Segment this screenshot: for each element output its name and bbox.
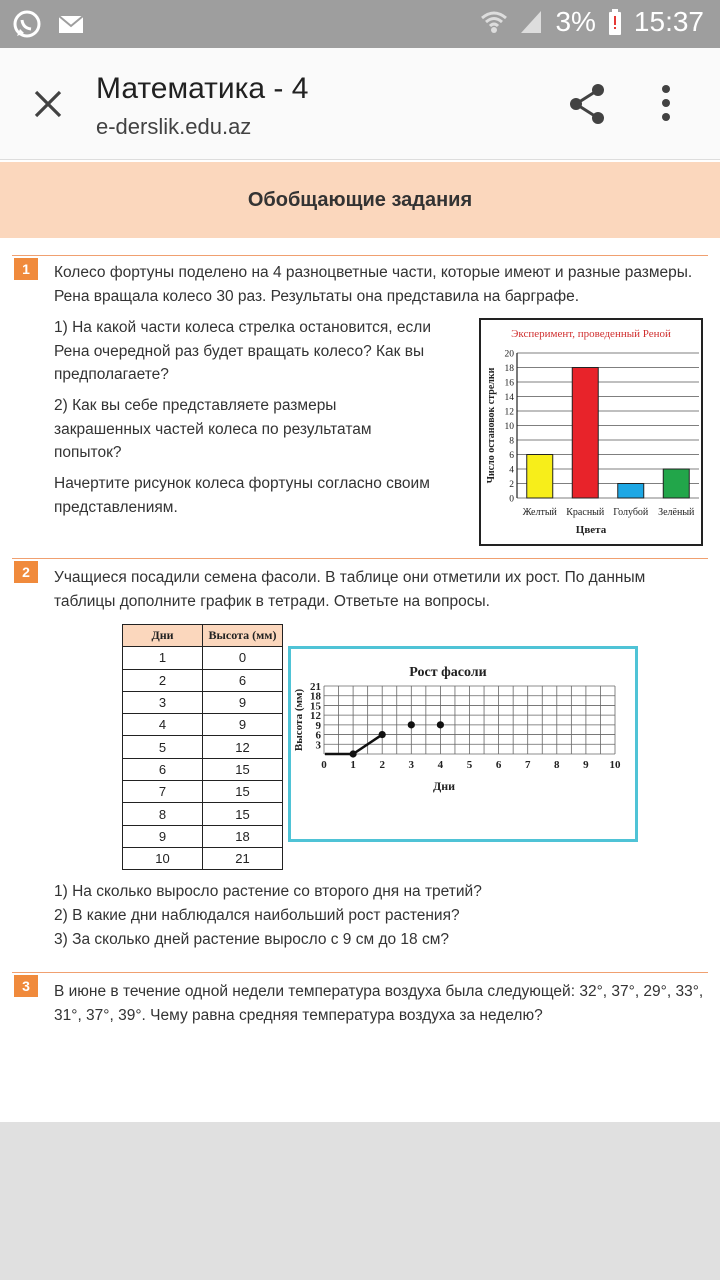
y-tick-label: 21 <box>310 681 321 693</box>
table-cell-day: 3 <box>123 691 203 713</box>
y-tick-label: 15 <box>310 700 321 713</box>
data-point <box>437 721 444 728</box>
x-tick-label: 4 <box>437 759 444 771</box>
y-tick-label: 10 <box>504 422 514 432</box>
table-row <box>123 691 283 713</box>
task2-question3: 3) За сколько дней растение выросло с 9 см до 18 см? <box>54 931 449 948</box>
table-row <box>123 647 283 669</box>
y-tick-label: 8 <box>509 436 514 447</box>
table-row <box>123 803 283 825</box>
table-header-days: Дни <box>123 625 203 647</box>
data-point <box>379 731 386 738</box>
y-tick-label: 16 <box>504 378 514 389</box>
signal-icon <box>519 9 543 35</box>
close-button[interactable] <box>22 78 74 130</box>
table-cell-day: 2 <box>123 669 203 691</box>
battery-icon <box>608 9 622 35</box>
x-tick-label: Желтый <box>522 507 557 518</box>
table-cell-height: 0 <box>203 647 283 669</box>
x-axis-label: Дни <box>432 779 456 793</box>
y-tick-label: 20 <box>504 349 514 360</box>
wifi-icon <box>481 9 507 35</box>
bar-chart <box>479 318 703 546</box>
x-tick-label: 2 <box>379 759 385 771</box>
task1-question2: 2) Как вы себе представляете размеры закрашенных частей колеса по результатам попыток? <box>54 397 372 461</box>
table-cell-day: 10 <box>123 847 203 869</box>
table-row <box>123 825 283 847</box>
battery-percent: 3% <box>555 6 596 37</box>
menu-button[interactable] <box>660 84 672 127</box>
table-cell-day: 8 <box>123 803 203 825</box>
x-tick-label: 8 <box>554 759 560 771</box>
data-point <box>408 721 415 728</box>
task-number: 2 <box>14 561 38 583</box>
x-tick-label: 10 <box>609 759 621 771</box>
page-url: e-derslik.edu.az <box>96 114 252 139</box>
table-cell-height: 6 <box>203 669 283 691</box>
bar <box>663 469 689 498</box>
x-tick-label: Голубой <box>613 507 649 518</box>
table-row <box>123 758 283 780</box>
y-axis-label: Число остановок стрелки <box>486 367 497 484</box>
task-number: 3 <box>14 975 38 997</box>
y-tick-label: 18 <box>310 690 321 703</box>
task-divider <box>12 972 708 973</box>
more-vert-icon <box>660 84 672 122</box>
task1-intro: Колесо фортуны поделено на 4 разноцветные части, которые имеют и разные размеры. Рена вращала колесо 30 раз. Результаты она представила на барграфе. <box>54 264 693 305</box>
table-cell-day: 9 <box>123 825 203 847</box>
bar <box>572 368 598 499</box>
y-tick-label: 12 <box>310 710 321 723</box>
y-axis-label: Высота (мм) <box>293 688 305 752</box>
y-tick-label: 18 <box>504 364 514 374</box>
whatsapp-icon <box>12 9 42 39</box>
x-tick-label: 9 <box>583 759 589 771</box>
clock: 15:37 <box>633 6 704 37</box>
table-cell-day: 7 <box>123 781 203 803</box>
document-page <box>0 160 720 1122</box>
y-tick-label: 6 <box>315 729 321 742</box>
task-number: 1 <box>14 258 38 280</box>
table-row <box>123 669 283 691</box>
x-tick-label: 3 <box>408 759 415 771</box>
message-icon <box>58 9 84 39</box>
x-tick-label: 0 <box>321 759 327 771</box>
x-axis-label: Цвета <box>575 524 607 536</box>
line-chart <box>288 646 638 842</box>
table-cell-height: 12 <box>203 736 283 758</box>
table-row <box>123 736 283 758</box>
chart-title: Эксперимент, проведенный Реной <box>511 328 671 340</box>
y-tick-label: 12 <box>504 407 514 418</box>
x-tick-label: 7 <box>524 759 531 771</box>
y-tick-label: 14 <box>504 393 514 403</box>
table-cell-height: 15 <box>203 803 283 825</box>
bean-growth-table <box>122 624 283 870</box>
x-tick-label: Зелёный <box>658 507 695 518</box>
table-cell-height: 15 <box>203 758 283 780</box>
table-cell-height: 9 <box>203 714 283 736</box>
share-icon <box>566 82 610 126</box>
task-divider <box>12 558 708 559</box>
table-header-height: Высота (мм) <box>203 625 283 647</box>
app-bar <box>0 48 720 160</box>
task-divider <box>12 255 708 256</box>
x-tick-label: 1 <box>350 759 356 771</box>
share-button[interactable] <box>566 82 610 131</box>
y-tick-label: 4 <box>509 465 514 476</box>
table-cell-day: 4 <box>123 714 203 736</box>
task1-question1: 1) На какой части колеса стрелка остановится, если Рена очередной раз будет вращать колесо? Как вы предполагаете? <box>54 319 431 383</box>
table-row <box>123 847 283 869</box>
table-cell-height: 9 <box>203 691 283 713</box>
y-tick-label: 0 <box>509 494 514 505</box>
table-cell-day: 5 <box>123 736 203 758</box>
section-title: Обобщающие задания <box>0 162 720 238</box>
x-tick-label: Красный <box>566 507 605 518</box>
status-bar <box>0 0 720 48</box>
y-tick-label: 6 <box>509 451 514 461</box>
x-tick-label: 5 <box>466 759 473 771</box>
task3-text: В июне в течение одной недели температура воздуха была следующей: 32°, 37°, 29°, 33°, 31°, 37°, 39°. Чему равна средняя температура воздуха за неделю? <box>54 983 704 1024</box>
bar <box>618 484 644 499</box>
y-tick-label: 9 <box>315 719 321 732</box>
page-title: Математика - 4 <box>96 72 309 105</box>
table-row <box>123 781 283 803</box>
task2-question2: 2) В какие дни наблюдался наибольший рост растения? <box>54 907 460 924</box>
task2-question1: 1) На сколько выросло растение со второго дня на третий? <box>54 883 482 900</box>
table-cell-height: 21 <box>203 847 283 869</box>
y-tick-label: 3 <box>315 739 321 752</box>
chart-title: Рост фасоли <box>409 665 487 680</box>
bar <box>527 455 553 499</box>
task2-intro: Учащиеся посадили семена фасоли. В таблице они отметили их рост. По данным таблицы дополните график в тетради. Ответьте на вопросы. <box>54 569 646 610</box>
table-cell-day: 6 <box>123 758 203 780</box>
x-tick-label: 6 <box>495 759 502 771</box>
y-tick-label: 2 <box>509 480 514 490</box>
close-icon <box>33 89 63 119</box>
task1-question3: Начертите рисунок колеса фортуны согласно своим представлениям. <box>54 475 430 516</box>
table-cell-height: 18 <box>203 825 283 847</box>
table-row <box>123 714 283 736</box>
table-cell-day: 1 <box>123 647 203 669</box>
table-cell-height: 15 <box>203 781 283 803</box>
data-point <box>350 750 357 757</box>
